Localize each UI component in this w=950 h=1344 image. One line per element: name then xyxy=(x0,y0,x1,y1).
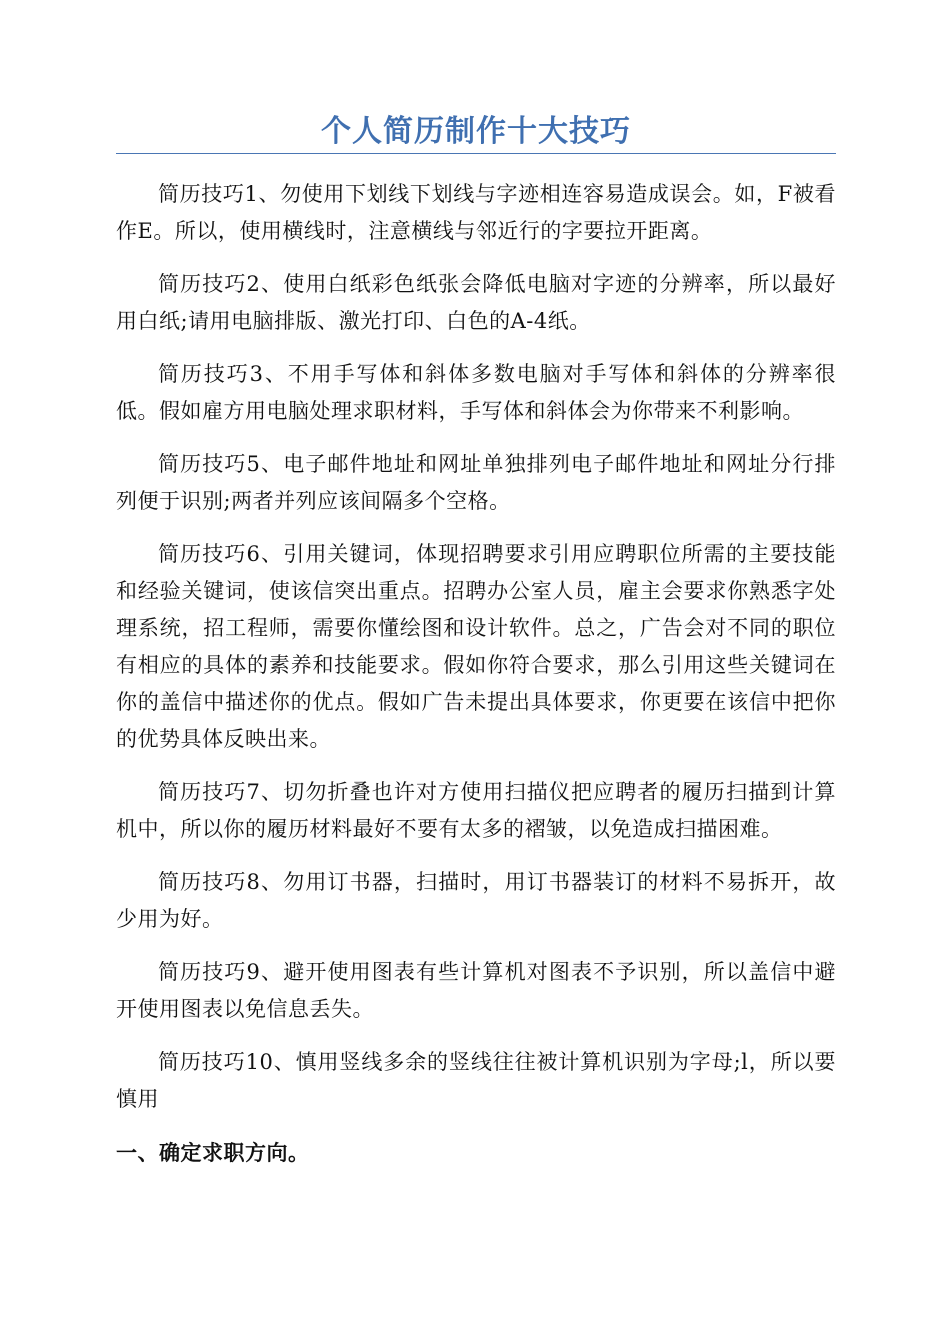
paragraph-tip-1: 简历技巧1、勿使用下划线下划线与字迹相连容易造成误会。如，F被看作E。所以，使用横线时，注意横线与邻近行的字要拉开距离。 xyxy=(116,182,836,243)
paragraph-tip-10: 简历技巧10、慎用竖线多余的竖线往往被计算机识别为字母;l，所以要慎用 xyxy=(116,1050,836,1111)
title-underline xyxy=(116,153,836,154)
paragraph-tip-8: 简历技巧8、勿用订书器，扫描时，用订书器装订的材料不易拆开，故少用为好。 xyxy=(116,870,836,931)
paragraph-tip-3: 简历技巧3、不用手写体和斜体多数电脑对手写体和斜体的分辨率很低。假如雇方用电脑处理求职材料，手写体和斜体会为你带来不利影响。 xyxy=(116,362,836,423)
paragraph-tip-7: 简历技巧7、切勿折叠也许对方使用扫描仪把应聘者的履历扫描到计算机中，所以你的履历材料最好不要有太多的褶皱，以免造成扫描困难。 xyxy=(116,780,836,841)
paragraph-tip-6: 简历技巧6、引用关键词，体现招聘要求引用应聘职位所需的主要技能和经验关键词，使该信突出重点。招聘办公室人员，雇主会要求你熟悉字处理系统，招工程师，需要你懂绘图和设计软件。总之，广告会对不同的职位有相应的具体的素养和技能要求。假如你符合要求，那么引用这些关键词在你的盖信中描述你的优点。假如广告未提出具体要求，你更要在该信中把你的优势具体反映出来。 xyxy=(116,542,836,751)
paragraph-tip-2: 简历技巧2、使用白纸彩色纸张会降低电脑对字迹的分辨率，所以最好用白纸;请用电脑排版、激光打印、白色的A-4纸。 xyxy=(116,272,836,333)
document-title: 个人简历制作十大技巧 xyxy=(321,114,631,149)
paragraph-tip-5: 简历技巧5、电子邮件地址和网址单独排列电子邮件地址和网址分行排列便于识别;两者并列应该间隔多个空格。 xyxy=(116,452,836,513)
section-heading: 一、确定求职方向。 xyxy=(116,1140,310,1165)
paragraph-tip-9: 简历技巧9、避开使用图表有些计算机对图表不予识别，所以盖信中避开使用图表以免信息丢失。 xyxy=(116,960,836,1021)
document-page xyxy=(116,112,836,1171)
